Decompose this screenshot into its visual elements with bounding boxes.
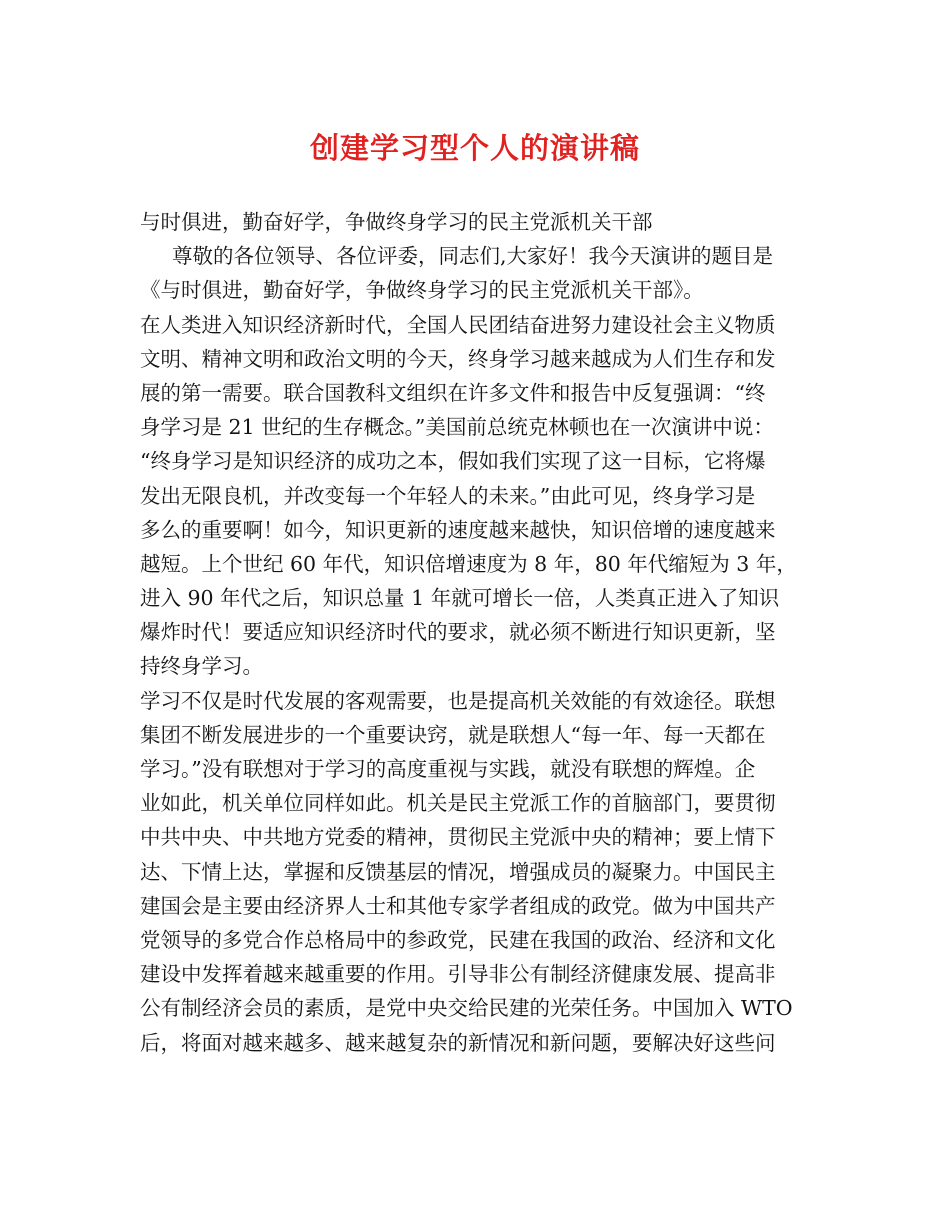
paragraph-line: 进入 90 年代之后，知识总量 1 年就可增长一倍，人类真正进入了知识 bbox=[140, 586, 780, 611]
paragraph-line: 发出无限良机，并改变每一个年轻人的未来。”由此可见，终身学习是 bbox=[140, 483, 756, 508]
paragraph-line: 业如此，机关单位同样如此。机关是民主党派工作的首脑部门，要贯彻 bbox=[140, 791, 776, 816]
paragraph-line: 建国会是主要由经济界人士和其他专家学者组成的政党。做为中国共产 bbox=[140, 893, 776, 918]
paragraph-line: 党领导的多党合作总格局中的参政党，民建在我国的政治、经济和文化 bbox=[140, 927, 776, 952]
subtitle-line: 与时俱进，勤奋好学，争做终身学习的民主党派机关干部 bbox=[140, 210, 653, 234]
paragraph-line: 越短。上个世纪 60 年代，知识倍增速度为 8 年，80 年代缩短为 3 年， bbox=[140, 551, 797, 576]
document-title: 创建学习型个人的演讲稿 bbox=[309, 131, 640, 165]
paragraph-line: 学习不仅是时代发展的客观需要，也是提高机关效能的有效途径。联想 bbox=[140, 688, 776, 713]
paragraph-line: 身学习是 21 世纪的生存概念。”美国前总统克林顿也在一次演讲中说： bbox=[140, 415, 774, 440]
paragraph-line: 尊敬的各位领导、各位评委，同志们,大家好！我今天演讲的题目是 bbox=[172, 244, 774, 269]
paragraph-line: 后，将面对越来越多、越来越复杂的新情况和新问题，要解决好这些问 bbox=[140, 1030, 776, 1055]
paragraph-line: 达、下情上达，掌握和反馈基层的情况，增强成员的凝聚力。中国民主 bbox=[140, 859, 776, 884]
paragraph-line: 中共中央、中共地方党委的精神，贯彻民主党派中央的精神；要上情下 bbox=[140, 825, 776, 850]
paragraph-line: 爆炸时代！要适应知识经济时代的要求，就必须不断进行知识更新，坚 bbox=[140, 620, 776, 645]
paragraph-line: 《与时俱进，勤奋好学，争做终身学习的民主党派机关干部》。 bbox=[140, 278, 704, 303]
paragraph-line: “终身学习是知识经济的成功之本，假如我们实现了这一目标，它将爆 bbox=[140, 449, 766, 474]
paragraph-line: 持终身学习。 bbox=[140, 654, 263, 679]
paragraph-line: 文明、精神文明和政治文明的今天，终身学习越来越成为人们生存和发 bbox=[140, 346, 776, 371]
paragraph-line: 展的第一需要。联合国教科文组织在许多文件和报告中反复强调：“终 bbox=[140, 380, 766, 405]
document-body bbox=[140, 205, 816, 1060]
paragraph-line: 建设中发挥着越来越重要的作用。引导非公有制经济健康发展、提高非 bbox=[140, 962, 776, 987]
paragraph-line: 学习。”没有联想对于学习的高度重视与实践，就没有联想的辉煌。企 bbox=[140, 757, 756, 781]
paragraph-line: 多么的重要啊！如今，知识更新的速度越来越快，知识倍增的速度越来 bbox=[140, 517, 776, 542]
paragraph-line: 集团不断发展进步的一个重要诀窍，就是联想人“每一年、每一天都在 bbox=[140, 722, 766, 747]
paragraph-line: 公有制经济会员的素质，是党中央交给民建的光荣任务。中国加入 WTO bbox=[140, 996, 793, 1021]
paragraph-line: 在人类进入知识经济新时代，全国人民团结奋进努力建设社会主义物质 bbox=[140, 312, 776, 337]
